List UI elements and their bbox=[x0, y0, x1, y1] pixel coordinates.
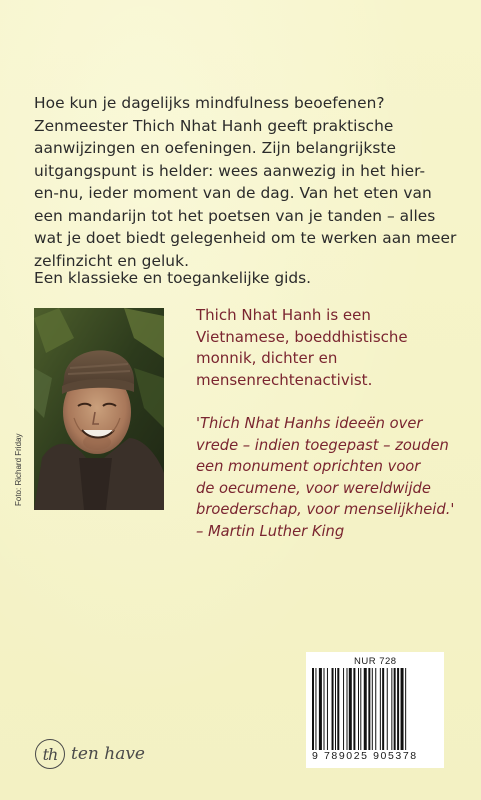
barcode-bar bbox=[332, 668, 334, 750]
isbn-number: 9 789025 905378 bbox=[312, 750, 418, 762]
quote-line: een monument oprichten voor bbox=[196, 458, 421, 475]
barcode-bar bbox=[387, 668, 388, 750]
bio-line: monnik, dichter en bbox=[196, 349, 338, 367]
bio-line: mensenrechtenactivist. bbox=[196, 370, 373, 389]
photo-credit: Foto: Richard Friday bbox=[14, 433, 23, 506]
publisher-logo bbox=[35, 738, 145, 770]
blurb-line: wat je doet biedt gelegenheid om te werken aan meer bbox=[34, 229, 457, 247]
quote-line: broederschap, voor menselijkheid.' bbox=[196, 501, 455, 518]
barcode-bar bbox=[315, 668, 316, 750]
author-portrait bbox=[34, 308, 164, 510]
barcode-bar bbox=[380, 668, 381, 750]
barcode-bar bbox=[343, 668, 344, 750]
blurb-line: een mandarijn tot het poetsen van je tanden – alles bbox=[34, 206, 436, 225]
barcode-bar bbox=[312, 668, 314, 750]
author-photo bbox=[34, 308, 164, 510]
barcode-bar bbox=[391, 668, 392, 750]
barcode-bar bbox=[360, 668, 361, 750]
quote-line: vrede – indien toegepast – zouden bbox=[196, 436, 449, 454]
blurb-line: Zenmeester Thich Nhat Hanh geeft praktische bbox=[34, 116, 394, 135]
endorsement-quote bbox=[196, 413, 476, 542]
blurb-line: en-nu, ieder moment van de dag. Van het eten van bbox=[34, 184, 432, 202]
barcode-bar bbox=[405, 668, 406, 750]
publisher-mark: th bbox=[35, 739, 65, 769]
barcode-bar bbox=[324, 668, 325, 750]
barcode-bar bbox=[337, 668, 339, 750]
barcode-bar bbox=[372, 668, 373, 750]
blurb-line: aanwijzingen en oefeningen. Zijn belangrijkste bbox=[34, 139, 397, 157]
barcode-bar bbox=[375, 668, 376, 750]
barcode-bar bbox=[394, 668, 396, 750]
bio-line: Thich Nhat Hanh is een bbox=[196, 306, 371, 324]
blurb-line: zelfinzicht en geluk. bbox=[34, 251, 190, 270]
barcode-bar bbox=[397, 668, 399, 750]
publisher-name: ten have bbox=[71, 744, 145, 764]
blurb-line: uitgangspunt is helder: wees aanwezig in het hier- bbox=[34, 161, 426, 180]
barcode-bar bbox=[368, 668, 370, 750]
barcode-bar bbox=[382, 668, 384, 750]
barcode-bar bbox=[319, 668, 322, 750]
blurb bbox=[34, 92, 457, 272]
barcode-bar bbox=[349, 668, 352, 750]
blurb-line: Hoe kun je dagelijks mindfulness beoefenen? bbox=[34, 94, 385, 112]
barcode-bar bbox=[358, 668, 359, 750]
tagline: Een klassieke en toegankelijke gids. bbox=[34, 269, 312, 287]
quote-line: 'Thich Nhat Hanhs ideeën over bbox=[196, 415, 423, 432]
barcode-bar bbox=[347, 668, 348, 750]
quote-attribution: – Martin Luther King bbox=[196, 522, 345, 540]
barcode-bar bbox=[364, 668, 367, 750]
quote-line: de oecumene, voor wereldwijde bbox=[196, 479, 431, 497]
author-bio bbox=[196, 305, 466, 391]
barcode-bar bbox=[353, 668, 355, 750]
barcode-bar bbox=[335, 668, 336, 750]
bio-line: Vietnamese, boeddhistische bbox=[196, 327, 408, 346]
isbn-barcode bbox=[312, 668, 440, 750]
nur-code: NUR 728 bbox=[354, 656, 397, 667]
barcode-bar bbox=[401, 668, 404, 750]
barcode-bar bbox=[327, 668, 328, 750]
